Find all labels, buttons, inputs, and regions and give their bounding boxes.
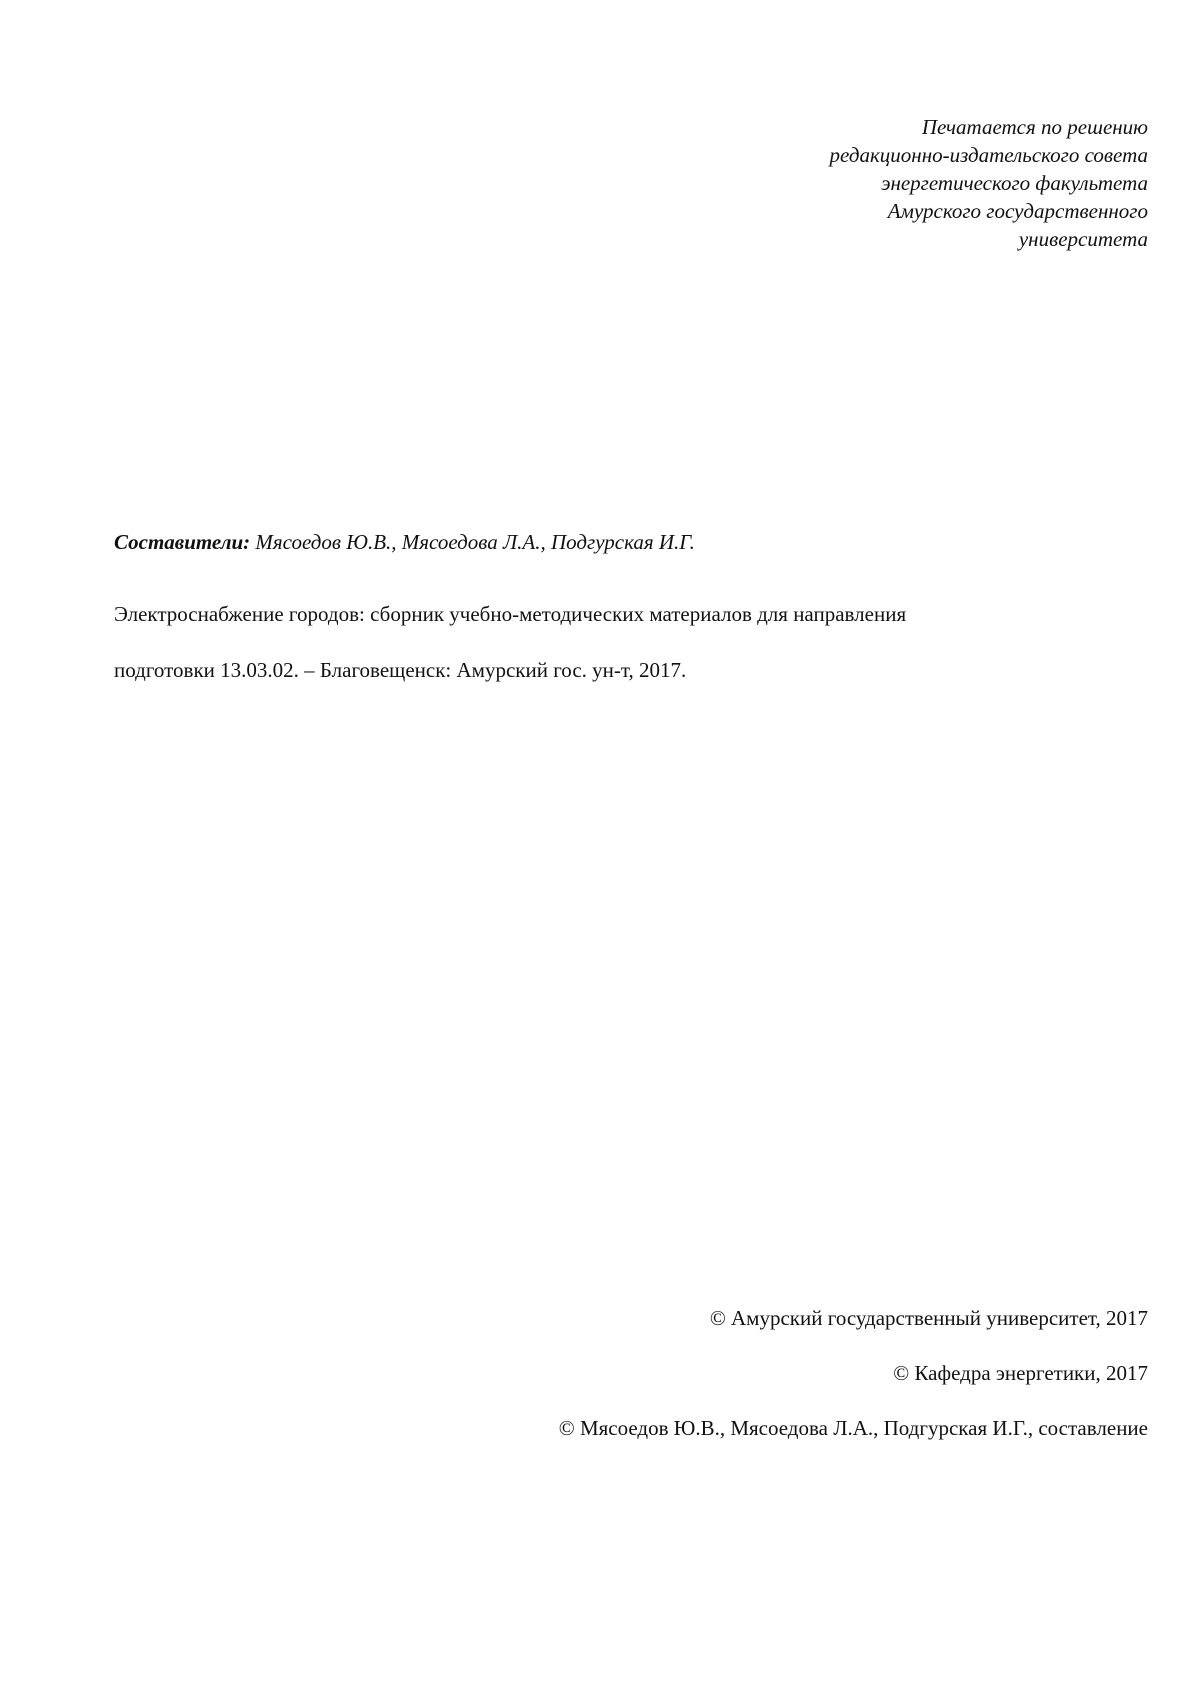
- approval-line: редакционно-издательского совета: [829, 143, 1148, 167]
- compilers-line: [114, 530, 695, 555]
- copyright-line: © Кафедра энергетики, 2017: [893, 1361, 1148, 1385]
- approval-line: энергетического факультета: [881, 171, 1148, 195]
- copyright-block: [348, 1305, 1148, 1470]
- description-line: подготовки 13.03.02. – Благовещенск: Амурский гос. ун-т, 2017.: [114, 658, 687, 682]
- approval-line: университета: [1018, 227, 1148, 251]
- approval-line: Амурского государственного: [887, 199, 1148, 223]
- compilers-names: Мясоедов Ю.В., Мясоедова Л.А., Подгурская И.Г.: [255, 530, 695, 554]
- approval-line: Печатается по решению: [921, 115, 1148, 139]
- compilers-label: Составители:: [114, 530, 251, 554]
- bibliographic-description: [114, 586, 1074, 698]
- publication-approval-note: [628, 113, 1148, 253]
- copyright-line: © Мясоедов Ю.В., Мясоедова Л.А., Подгурская И.Г., составление: [558, 1416, 1148, 1440]
- copyright-line: © Амурский государственный университет, 2017: [709, 1306, 1148, 1330]
- description-line: Электроснабжение городов: сборник учебно-методических материалов для направления: [114, 602, 907, 626]
